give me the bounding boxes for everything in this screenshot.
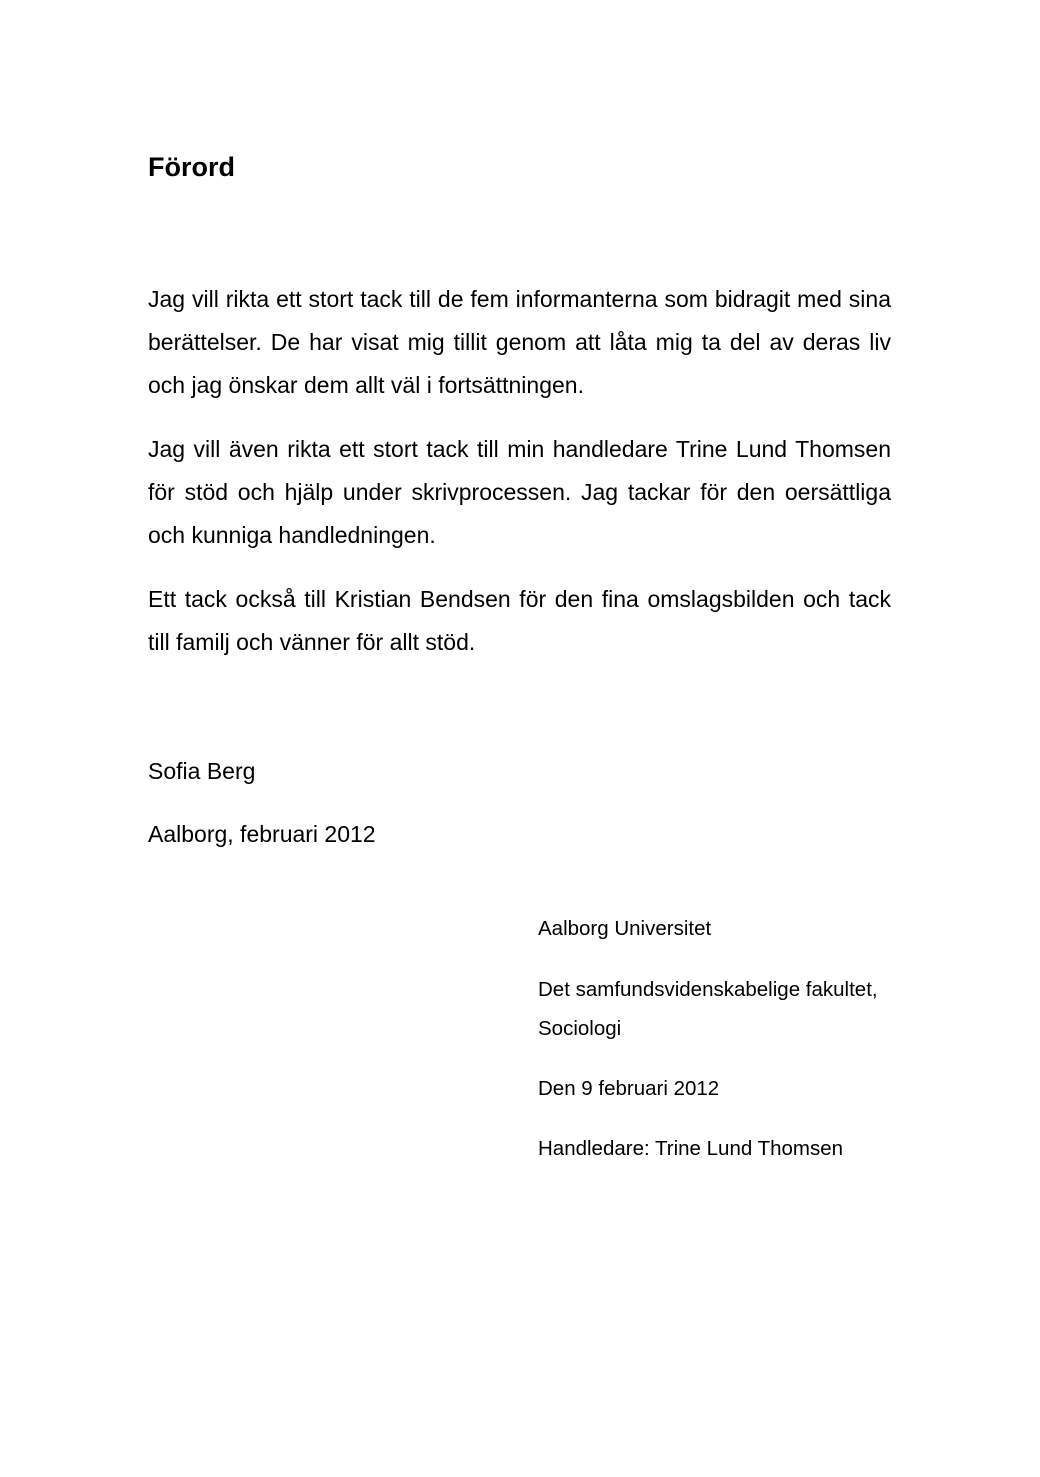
page-title: Förord	[148, 152, 235, 182]
author-name: Sofia Berg	[148, 758, 256, 784]
place-and-date: Aalborg, februari 2012	[148, 821, 376, 847]
supervisor-name: Handledare: Trine Lund Thomsen	[538, 1137, 844, 1160]
faculty-name: Det samfundsvidenskabelige fakultet, Sociologi	[538, 978, 878, 1040]
paragraph-thanks-others: Ett tack också till Kristian Bendsen för den fina omslagsbilden och tack till familj och vänner för allt stöd.	[148, 586, 891, 655]
submission-date: Den 9 februari 2012	[538, 1077, 720, 1100]
paragraph-thanks-informants: Jag vill rikta ett stort tack till de fem informanterna som bidragit med sina berättelser. De har visat mig tillit genom att låta mig ta del av deras liv och jag önskar dem allt väl i fortsättningen.	[148, 286, 891, 398]
university-name: Aalborg Universitet	[538, 917, 712, 940]
paragraph-thanks-supervisor: Jag vill även rikta ett stort tack till min handledare Trine Lund Thomsen för stöd och hjälp under skrivprocessen. Jag tackar för den oersättliga och kunniga handledningen.	[148, 436, 891, 548]
